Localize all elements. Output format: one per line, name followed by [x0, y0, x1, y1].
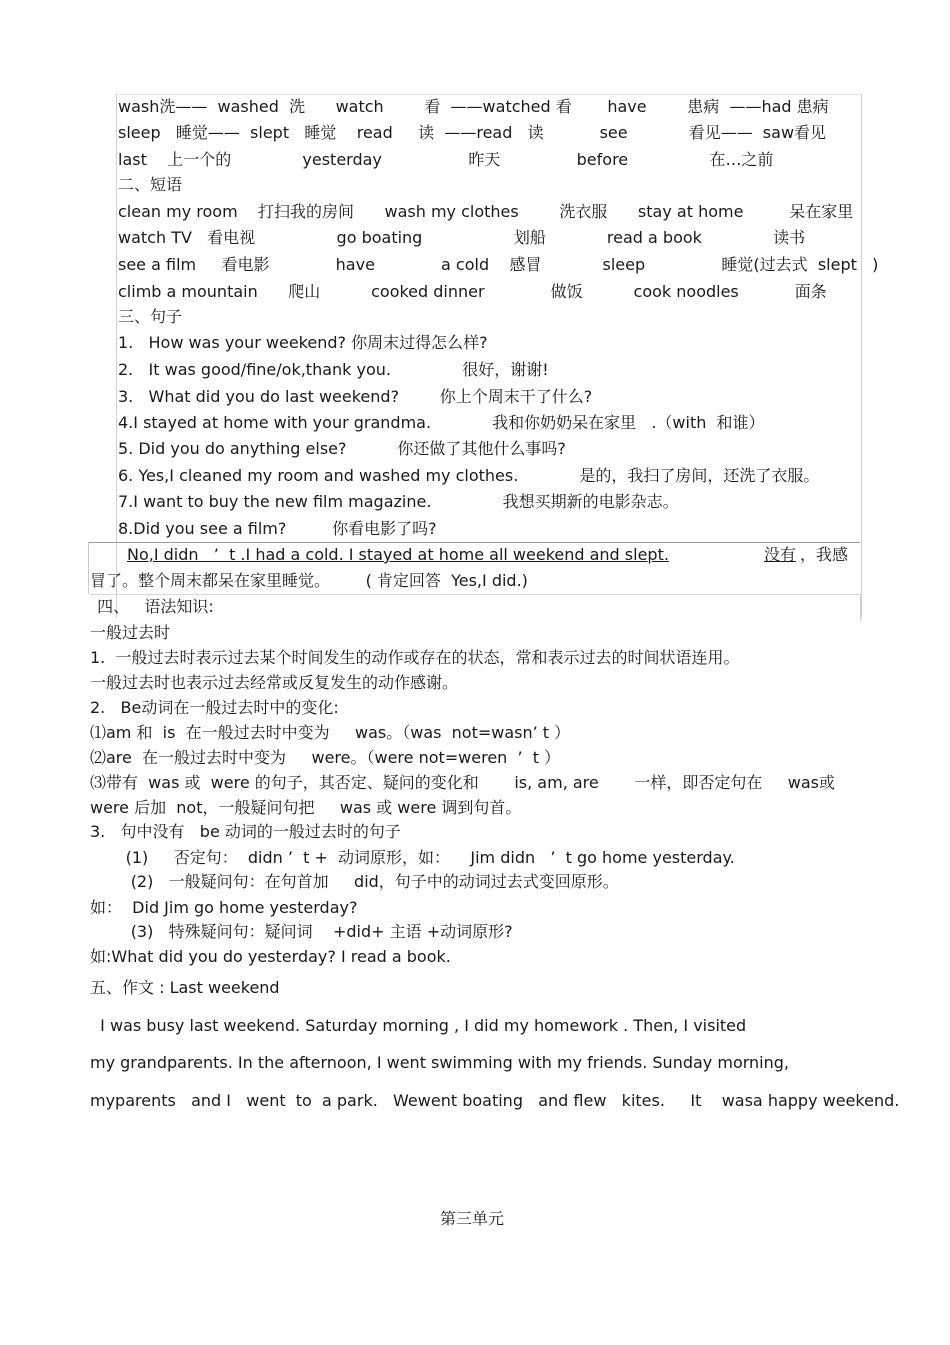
grammar-line: ⑴am 和 is 在一般过去时中变为 was。（was not=wasn’ t ）	[90, 723, 571, 742]
grammar-line: were 后加 not，一般疑问句把 was 或 were 调到句首。	[90, 798, 522, 817]
section-heading: 三、句子	[118, 307, 183, 326]
section-heading: 二、短语	[118, 175, 183, 194]
grammar-line: ⑶带有 was 或 were 的句子，其否定、疑问的变化和 is, am, are 一样，即否定句在 was或	[90, 773, 835, 792]
grammar-line: (2) 一般疑问句：在句首加 did，句子中的动词过去式变回原形。	[90, 872, 619, 891]
grammar-line: (1) 否定句： didn ’ t + 动词原形，如： Jim didn ’ t go home yesterday.	[90, 848, 735, 867]
grammar-line: 2. Be动词在一般过去时中的变化:	[90, 698, 339, 717]
grammar-line: 3. 句中没有 be 动词的一般过去时的句子	[90, 822, 401, 841]
answer-separator	[88, 542, 860, 543]
section-heading: 五、作文 : Last weekend	[90, 978, 280, 997]
page-footer: 第三单元	[440, 1209, 505, 1228]
sentence-line: 8.Did you see a film? 你看电影了吗?	[118, 519, 437, 538]
phrase-line: clean my room 打扫我的房间 wash my clothes 洗衣服 stay at home 呆在家里	[118, 202, 854, 221]
sentence-line: 7.I want to buy the new film magazine. 我想买期新的电影杂志。	[118, 492, 679, 511]
answer-line: ，我感	[800, 545, 849, 564]
sentence-line: 2. It was good/fine/ok,thank you. 很好，谢谢!	[118, 360, 549, 379]
answer-line: 冒了。整个周末都呆在家里睡觉。 ( 肯定回答 Yes,I did.)	[90, 571, 528, 590]
vocab-line: last 上一个的 yesterday 昨天 before 在…之前	[118, 150, 774, 169]
grammar-line: ⑵are 在一般过去时中变为 were。（were not=weren ’ t ）	[90, 748, 561, 767]
essay-line: I was busy last weekend. Saturday morning , I did my homework . Then, I visited	[90, 1016, 747, 1035]
vocab-line: wash洗—— washed 洗 watch 看 ——watched 看 have 患病 ——had 患病	[118, 97, 829, 116]
sentence-line: 4.I stayed at home with your grandma. 我和你奶奶呆在家里 .（with 和谁）	[118, 413, 765, 432]
grammar-line: 1. 一般过去时表示过去某个时间发生的动作或存在的状态，常和表示过去的时间状语连用。	[90, 648, 740, 667]
grammar-line: (3) 特殊疑问句：疑问词 +did+ 主语 +动词原形?	[90, 922, 513, 941]
grammar-line: 如:What did you do yesterday? I read a book.	[90, 947, 451, 966]
vocab-line: sleep 睡觉—— slept 睡觉 read 读 ——read 读 see 看见—— saw看见	[118, 123, 827, 142]
phrase-line: see a film 看电影 have a cold 感冒 sleep 睡觉(过去式 slept )	[118, 255, 879, 274]
answer-line: 没有	[764, 545, 797, 564]
sentence-line: 5. Did you do anything else? 你还做了其他什么事吗?	[118, 439, 566, 458]
grammar-line: 如： Did Jim go home yesterday?	[90, 898, 358, 917]
sentence-line: 3. What did you do last weekend? 你上个周末干了什么?	[118, 387, 593, 406]
answer-line: No,I didn ’ t .I had a cold. I stayed at home all weekend and slept.	[127, 545, 669, 564]
sentence-line: 1. How was your weekend? 你周末过得怎么样?	[118, 333, 488, 352]
section-heading: 四、 语法知识:	[92, 597, 214, 616]
phrase-line: climb a mountain 爬山 cooked dinner 做饭 cook noodles 面条	[118, 282, 827, 301]
grammar-line: 一般过去时也表示过去经常或反复发生的动作感谢。	[90, 673, 459, 692]
answer-left-border	[88, 542, 89, 594]
essay-line: my grandparents. In the afternoon, I went swimming with my friends. Sunday morning,	[90, 1053, 789, 1072]
grammar-line: 一般过去时	[90, 623, 171, 642]
sentence-line: 6. Yes,I cleaned my room and washed my clothes. 是的，我扫了房间，还洗了衣服。	[118, 466, 820, 485]
essay-line: myparents and I went to a park. Wewent boating and flew kites. It wasa happy weekend.	[90, 1091, 900, 1110]
phrase-line: watch TV 看电视 go boating 划船 read a book 读书	[118, 228, 806, 247]
